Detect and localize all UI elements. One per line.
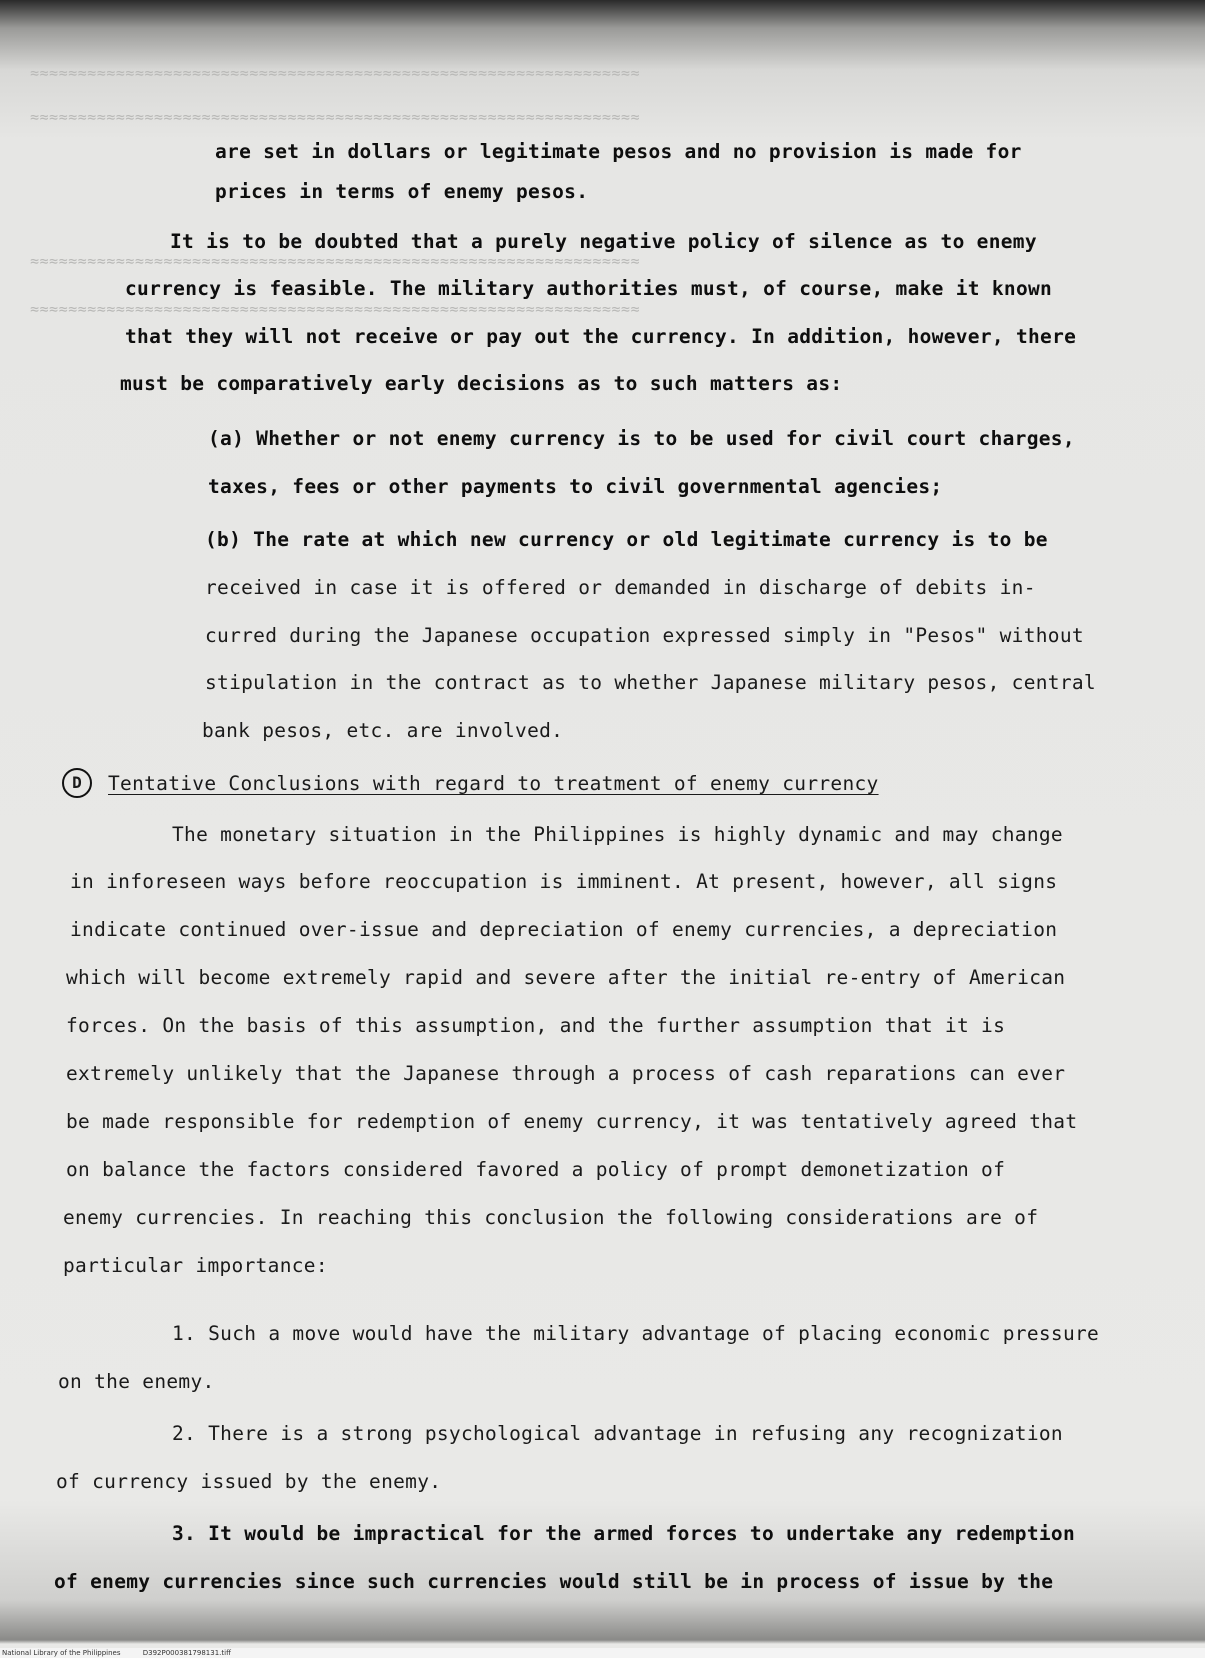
text-line: in inforeseen ways before reoccupation is imminent. At present, however, all signs [70,870,1058,893]
text-line: bank pesos, etc. are involved. [202,719,564,742]
text-line: currency is feasible. The military authorities must, of course, make it known [125,277,1053,300]
text-line: received in case it is offered or demanded in discharge of debits in- [205,576,1036,599]
text-line: be made responsible for redemption of enemy currency, it was tentatively agreed that [66,1110,1078,1133]
text-line: extremely unlikely that the Japanese through a process of cash reparations can ever [66,1062,1066,1085]
bleed-through-text: ≈≈≈≈≈≈≈≈≈≈≈≈≈≈≈≈≈≈≈≈≈≈≈≈≈≈≈≈≈≈≈≈≈≈≈≈≈≈≈≈≈≈≈≈≈≈≈≈≈≈≈≈≈≈≈≈≈≈≈≈≈≈≈≈ [30,108,640,126]
text-line: indicate continued over-issue and depreciation of enemy currencies, a depreciation [70,918,1058,941]
text-line: on balance the factors considered favored a policy of prompt demonetization of [66,1158,1006,1181]
text-line: enemy currencies. In reaching this conclusion the following considerations are of [63,1206,1039,1229]
text-line: on the enemy. [58,1370,215,1393]
bleed-through-text: ≈≈≈≈≈≈≈≈≈≈≈≈≈≈≈≈≈≈≈≈≈≈≈≈≈≈≈≈≈≈≈≈≈≈≈≈≈≈≈≈≈≈≈≈≈≈≈≈≈≈≈≈≈≈≈≈≈≈≈≈≈≈≈≈ [30,64,640,82]
text-line: of currency issued by the enemy. [56,1470,442,1493]
text-line: The monetary situation in the Philippines is highly dynamic and may change [172,823,1063,846]
text-line: particular importance: [63,1254,328,1277]
bleed-through-text: ≈≈≈≈≈≈≈≈≈≈≈≈≈≈≈≈≈≈≈≈≈≈≈≈≈≈≈≈≈≈≈≈≈≈≈≈≈≈≈≈≈≈≈≈≈≈≈≈≈≈≈≈≈≈≈≈≈≈≈≈≈≈≈≈ [30,252,640,270]
text-line: stipulation in the contract as to whether Japanese military pesos, central [205,671,1096,694]
text-line: must be comparatively early decisions as to such matters as: [120,372,843,395]
text-line: It is to be doubted that a purely negative policy of silence as to enemy [170,230,1037,253]
text-line: prices in terms of enemy pesos. [215,180,589,203]
consideration-3: 3. It would be impractical for the armed forces to undertake any redemption [172,1522,1075,1545]
text-line: are set in dollars or legitimate pesos and no provision is made for [215,140,1022,163]
text-line: that they will not receive or pay out the currency. In addition, however, there [125,325,1077,348]
bleed-through-text: ≈≈≈≈≈≈≈≈≈≈≈≈≈≈≈≈≈≈≈≈≈≈≈≈≈≈≈≈≈≈≈≈≈≈≈≈≈≈≈≈≈≈≈≈≈≈≈≈≈≈≈≈≈≈≈≈≈≈≈≈≈≈≈≈ [30,300,640,318]
text-line: of enemy currencies since such currencies would still be in process of issue by the [54,1570,1054,1593]
consideration-2: 2. There is a strong psychological advantage in refusing any recognization [172,1422,1063,1445]
scan-footer [0,1648,1205,1658]
list-item-b: (b) The rate at which new currency or old legitimate currency is to be [205,528,1048,551]
text-line: taxes, fees or other payments to civil governmental agencies; [208,475,943,498]
footer-library: National Library of the Philippines [2,1649,121,1657]
section-d-marker: D [62,768,92,798]
footer-filename: D392P000381798131.tiff [142,1649,231,1657]
text-line: which will become extremely rapid and severe after the initial re-entry of American [66,966,1066,989]
section-heading: Tentative Conclusions with regard to treatment of enemy currency [108,772,879,795]
text-line: forces. On the basis of this assumption, and the further assumption that it is [66,1014,1006,1037]
text-line: curred during the Japanese occupation expressed simply in "Pesos" without [205,624,1084,647]
consideration-1: 1. Such a move would have the military advantage of placing economic pressure [172,1322,1100,1345]
list-item-a: (a) Whether or not enemy currency is to be used for civil court charges, [208,427,1075,450]
